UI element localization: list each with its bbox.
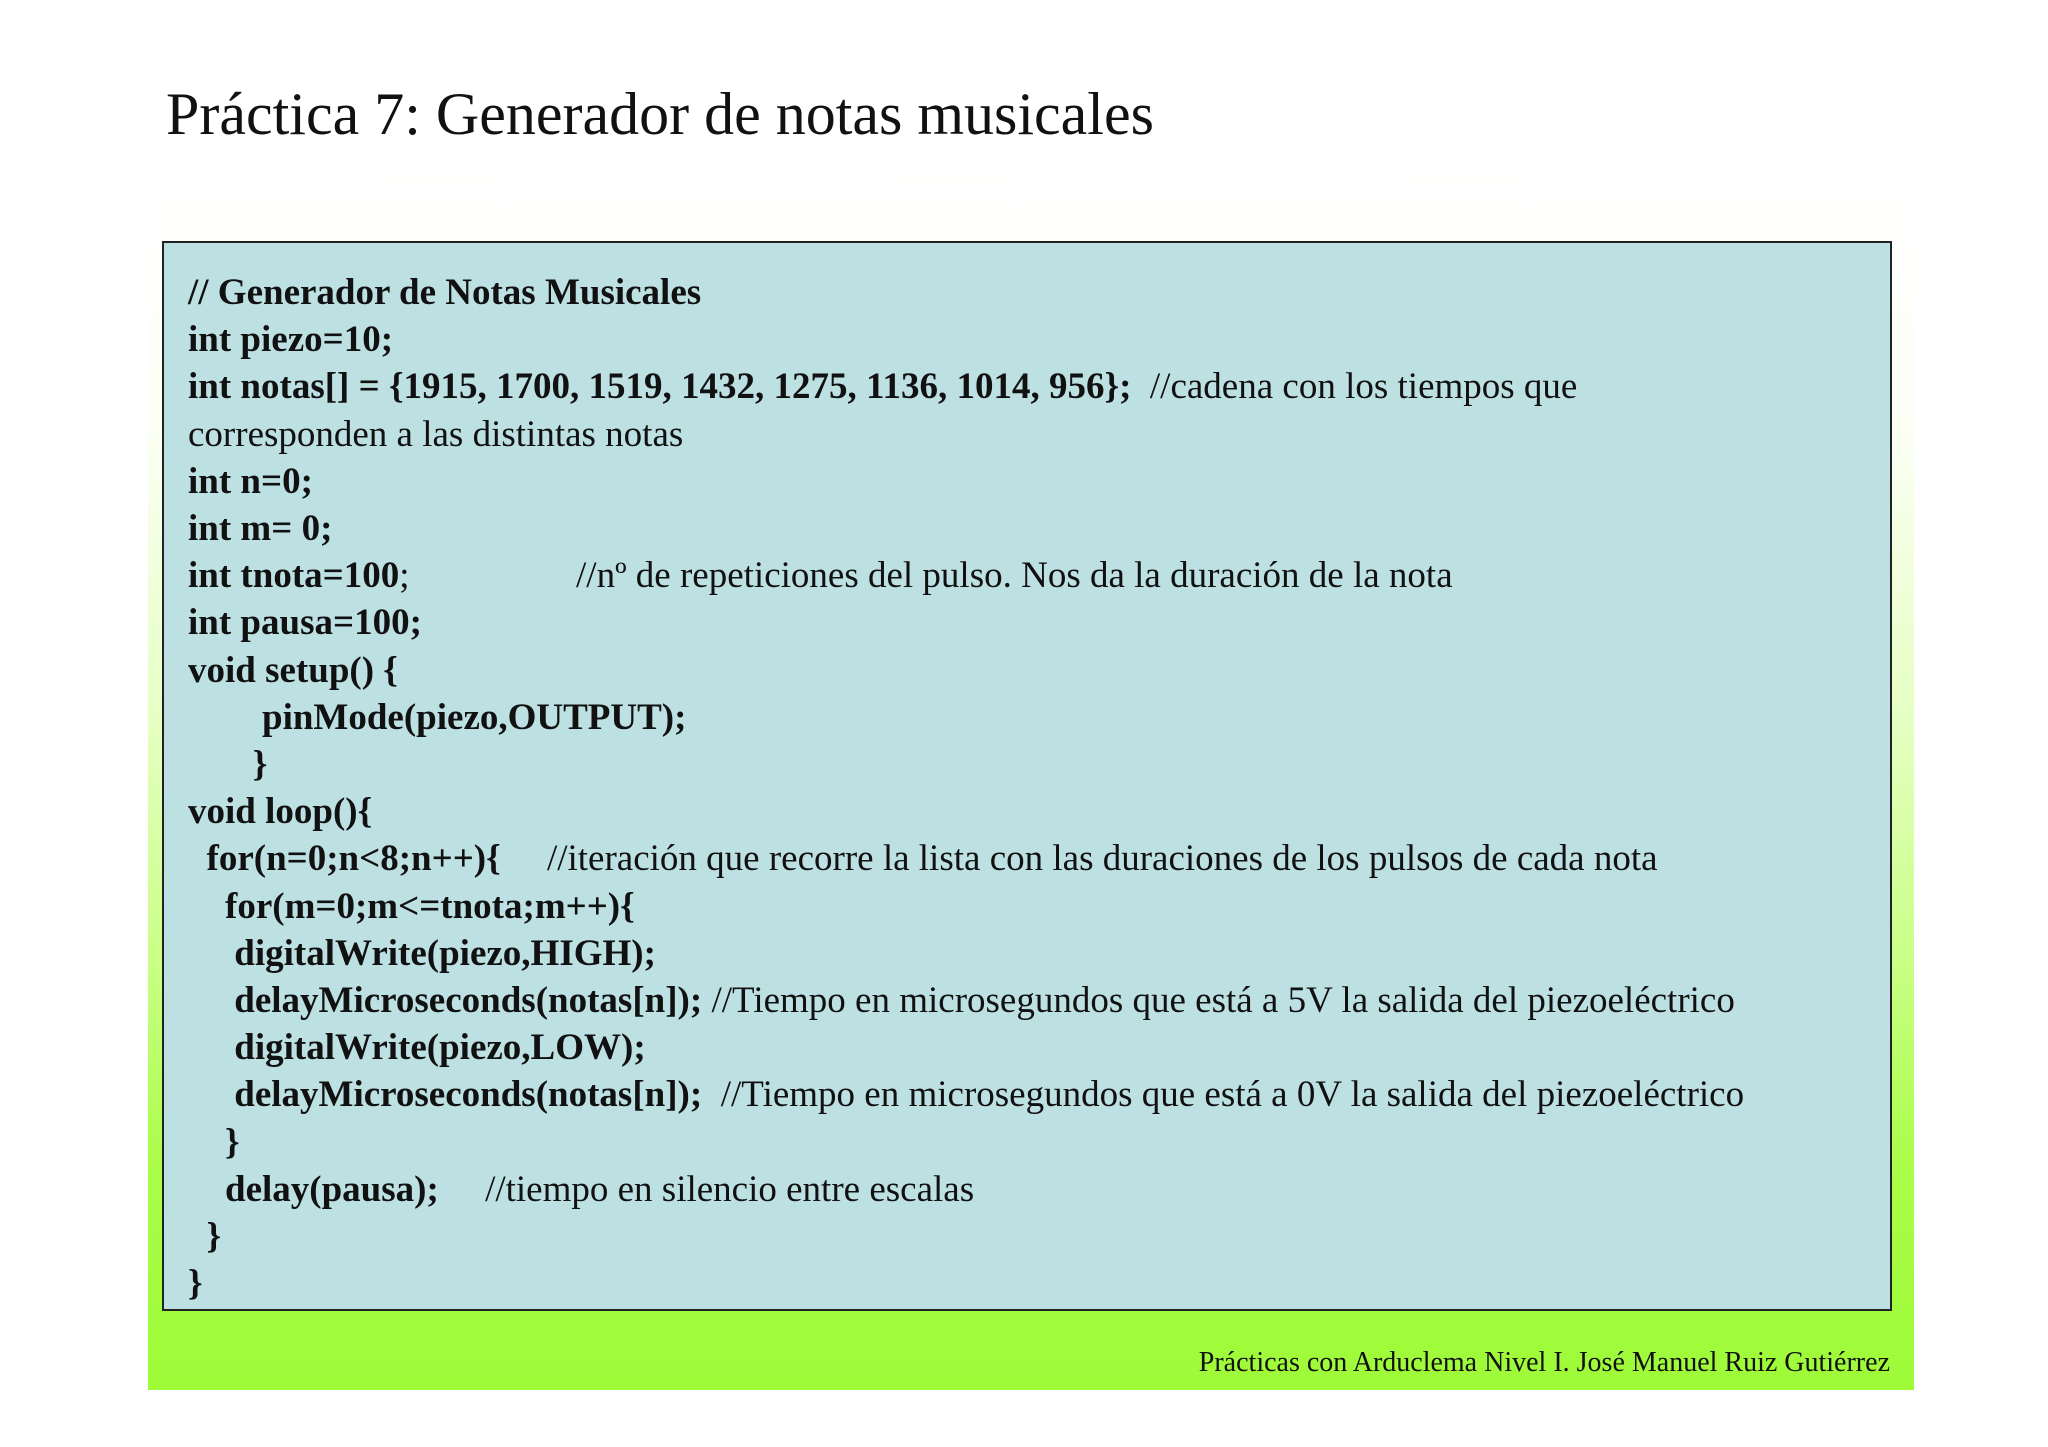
code-text: digitalWrite(piezo,HIGH); xyxy=(188,932,656,974)
code-line xyxy=(188,458,1890,505)
code-line xyxy=(188,1166,1890,1213)
code-line xyxy=(188,977,1890,1024)
code-line xyxy=(188,411,1890,458)
code-text: for(n=0;n<8;n++){ xyxy=(188,838,501,880)
code-line xyxy=(188,883,1890,930)
code-comment: //Tiempo en microsegundos que está a 5V la salida del piezoeléctrico xyxy=(702,980,1735,1022)
code-text: digitalWrite(piezo,LOW); xyxy=(188,1027,646,1069)
code-line xyxy=(188,694,1890,741)
code-text: int notas[] = {1915, 1700, 1519, 1432, 1275, 1136, 1014, 956}; xyxy=(188,366,1132,408)
code-comment: //Tiempo en microsegundos que está a 0V la salida del piezoeléctrico xyxy=(702,1074,1745,1116)
code-comment: //cadena con los tiempos que xyxy=(1131,366,1578,408)
code-line xyxy=(188,647,1890,694)
code-listing-box xyxy=(162,241,1892,1311)
code-line xyxy=(188,1119,1890,1166)
code-line xyxy=(188,269,1890,316)
code-text: delay(pausa); xyxy=(188,1168,439,1210)
code-text: for(m=0;m<=tnota;m++){ xyxy=(188,885,635,927)
code-text: } xyxy=(188,1121,240,1163)
code-comment: //iteración que recorre la lista con las duraciones de los pulsos de cada nota xyxy=(500,838,1658,880)
slide-title: Práctica 7: Generador de notas musicales xyxy=(166,81,1154,147)
code-line xyxy=(188,363,1890,410)
code-line xyxy=(188,599,1890,646)
code-text: } xyxy=(188,1263,203,1305)
code-line xyxy=(188,316,1890,363)
code-line xyxy=(188,1071,1890,1118)
code-text: int pausa=100; xyxy=(188,602,422,644)
code-text: // Generador de Notas Musicales xyxy=(188,272,702,313)
code-text: pinMode(piezo,OUTPUT); xyxy=(188,696,687,738)
code-line xyxy=(188,788,1890,835)
code-text: void loop(){ xyxy=(188,791,373,833)
code-line xyxy=(188,1213,1890,1260)
code-text: delayMicroseconds(notas[n]); xyxy=(188,1074,703,1116)
code-line xyxy=(188,835,1890,882)
code-comment: corresponden a las distintas notas xyxy=(188,413,684,455)
code-line xyxy=(188,1260,1890,1307)
code-line xyxy=(188,505,1890,552)
code-text: int m= 0; xyxy=(188,508,333,550)
code-text: void setup() { xyxy=(188,649,398,691)
code-comment: //tiempo en silencio entre escalas xyxy=(438,1168,975,1210)
code-text: int tnota=100 xyxy=(188,555,400,597)
code-text: int n=0; xyxy=(188,460,313,502)
code-text: } xyxy=(188,744,268,786)
code-comment: ; //nº de repeticiones del pulso. Nos da la duración de la nota xyxy=(399,555,1453,597)
code-line xyxy=(188,552,1890,599)
code-line xyxy=(188,741,1890,788)
code-line xyxy=(188,930,1890,977)
code-text: delayMicroseconds(notas[n]); xyxy=(188,980,703,1022)
code-text: int piezo=10; xyxy=(188,319,394,361)
footer-credit: Prácticas con Arduclema Nivel I. José Manuel Ruiz Gutiérrez xyxy=(1198,1347,1890,1378)
code-line xyxy=(188,1024,1890,1071)
code-text: } xyxy=(188,1216,222,1258)
